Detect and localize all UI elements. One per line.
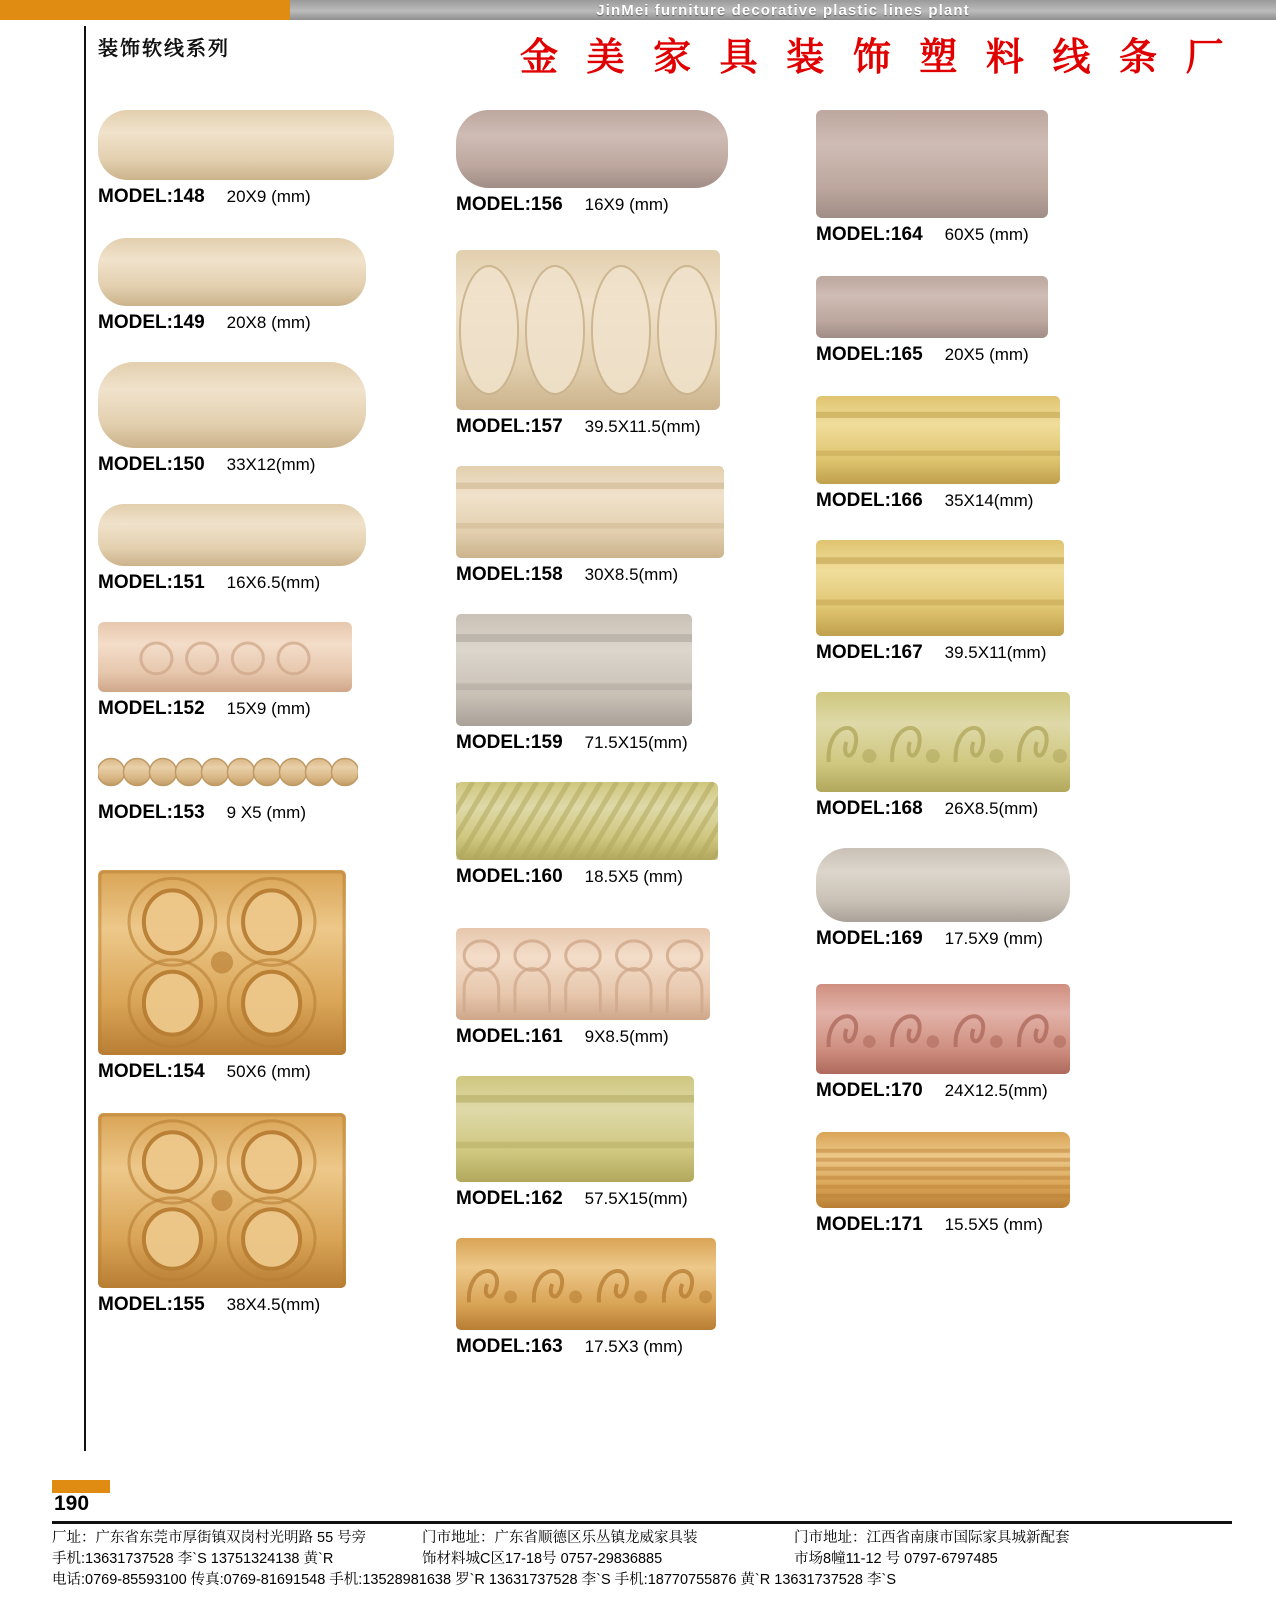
product-photo: [98, 110, 428, 180]
product-item: [98, 1113, 428, 1316]
product-caption: [456, 194, 786, 216]
left-vertical-rule: [84, 26, 86, 1451]
product-size-label: 71.5X15(mm): [584, 733, 688, 752]
product-caption: [456, 866, 786, 888]
product-size-label: 35X14(mm): [944, 491, 1034, 510]
product-caption: [98, 454, 428, 476]
product-caption: [816, 928, 1146, 950]
product-size-label: 16X6.5(mm): [226, 573, 321, 592]
product-item: [456, 110, 786, 216]
chinese-company-title: 金 美 家 具 装 饰 塑 料 线 条 厂: [520, 37, 1233, 79]
product-caption: [816, 1214, 1146, 1236]
product-photo: [456, 928, 786, 1020]
product-item: [816, 396, 1146, 512]
footer-contact-block: [52, 1528, 1252, 1591]
product-model-label: MODEL:161: [456, 1026, 563, 1047]
product-caption: [816, 490, 1146, 512]
footer-mobile-3: 市场8幢11-12 号 0797-6797485: [794, 1551, 998, 1568]
product-size-label: 17.5X3 (mm): [584, 1337, 683, 1356]
product-item: [816, 1132, 1146, 1236]
product-photo: [816, 1132, 1146, 1208]
product-size-label: 39.5X11.5(mm): [584, 417, 701, 436]
product-photo: [98, 238, 428, 306]
product-item: [456, 250, 786, 438]
product-model-label: MODEL:156: [456, 194, 563, 215]
product-item: [456, 782, 786, 888]
product-size-label: 30X8.5(mm): [584, 565, 679, 584]
product-model-label: MODEL:155: [98, 1294, 205, 1315]
product-size-label: 20X9 (mm): [226, 187, 311, 206]
product-photo: [98, 870, 428, 1055]
product-caption: [98, 698, 428, 720]
product-item: [456, 1076, 786, 1210]
product-item: [816, 692, 1146, 820]
product-caption: [98, 312, 428, 334]
banner-accent-block: [0, 0, 290, 20]
product-item: [98, 238, 428, 334]
product-caption: [98, 802, 428, 824]
product-model-label: MODEL:150: [98, 454, 205, 475]
product-size-label: 15X9 (mm): [226, 699, 311, 718]
product-photo: [816, 540, 1146, 636]
product-photo: [456, 466, 786, 558]
product-photo: [816, 848, 1146, 922]
product-model-label: MODEL:148: [98, 186, 205, 207]
product-size-label: 57.5X15(mm): [584, 1189, 688, 1208]
product-size-label: 20X5 (mm): [944, 345, 1029, 364]
product-photo: [816, 110, 1146, 218]
product-photo: [816, 984, 1146, 1074]
product-model-label: MODEL:168: [816, 798, 923, 819]
product-model-label: MODEL:164: [816, 224, 923, 245]
product-size-label: 16X9 (mm): [584, 195, 669, 214]
footer-phone-fax: 电话:0769-85593100 传真:0769-81691548 手机:13528981638 罗`R 13631737528 李`S 手机:18770755876 黄`R 13631737528 李`S: [52, 1572, 896, 1589]
product-model-label: MODEL:153: [98, 802, 205, 823]
product-size-label: 20X8 (mm): [226, 313, 311, 332]
product-model-label: MODEL:167: [816, 642, 923, 663]
product-caption: [816, 642, 1146, 664]
product-model-label: MODEL:171: [816, 1214, 923, 1235]
product-caption: [98, 186, 428, 208]
product-item: [816, 276, 1146, 366]
product-photo: [98, 748, 428, 796]
product-model-label: MODEL:149: [98, 312, 205, 333]
product-model-label: MODEL:162: [456, 1188, 563, 1209]
product-caption: [456, 1188, 786, 1210]
footer-address-2: 门市地址：广东省顺德区乐丛镇龙威家具装: [422, 1530, 698, 1546]
product-photo: [456, 1076, 786, 1182]
product-item: [98, 110, 428, 208]
product-item: [98, 870, 428, 1083]
footer-address-3: 门市地址：江西省南康市国际家具城新配套: [794, 1530, 1070, 1546]
product-caption: [98, 572, 428, 594]
product-model-label: MODEL:157: [456, 416, 563, 437]
product-size-label: 26X8.5(mm): [944, 799, 1039, 818]
product-item: [816, 110, 1146, 246]
product-item: [816, 848, 1146, 950]
product-item: [98, 362, 428, 476]
series-label: 装饰软线系列: [98, 38, 230, 60]
product-item: [98, 622, 428, 720]
product-photo: [816, 692, 1146, 792]
product-photo: [456, 1238, 786, 1330]
product-photo: [456, 110, 786, 188]
product-size-label: 9X8.5(mm): [584, 1027, 669, 1046]
product-item: [456, 466, 786, 586]
product-caption: [816, 224, 1146, 246]
product-caption: [98, 1061, 428, 1083]
product-model-label: MODEL:163: [456, 1336, 563, 1357]
product-model-label: MODEL:166: [816, 490, 923, 511]
product-caption: [456, 564, 786, 586]
product-caption: [816, 344, 1146, 366]
product-photo: [456, 782, 786, 860]
product-caption: [456, 1026, 786, 1048]
footer-mobile-1: 手机:13631737528 李`S 13751324138 黄`R: [52, 1551, 334, 1568]
product-caption: [456, 1336, 786, 1358]
product-model-label: MODEL:158: [456, 564, 563, 585]
product-photo: [816, 276, 1146, 338]
product-caption: [456, 416, 786, 438]
product-photo: [456, 250, 786, 410]
product-photo: [98, 362, 428, 448]
product-photo: [98, 622, 428, 692]
product-caption: [456, 732, 786, 754]
product-item: [456, 614, 786, 754]
product-photo: [98, 504, 428, 566]
product-size-label: 60X5 (mm): [944, 225, 1029, 244]
product-model-label: MODEL:159: [456, 732, 563, 753]
product-item: [456, 1238, 786, 1358]
product-item: [98, 748, 428, 824]
footer-mobile-2: 饰材料城C区17-18号 0757-29836885: [422, 1551, 663, 1568]
product-model-label: MODEL:152: [98, 698, 205, 719]
product-size-label: 15.5X5 (mm): [944, 1215, 1043, 1234]
product-caption: [98, 1294, 428, 1316]
product-size-label: 24X12.5(mm): [944, 1081, 1048, 1100]
english-company-title: JinMei furniture decorative plastic lines plant: [596, 1, 970, 19]
product-size-label: 38X4.5(mm): [226, 1295, 321, 1314]
product-caption: [816, 798, 1146, 820]
product-model-label: MODEL:160: [456, 866, 563, 887]
product-size-label: 9 X5 (mm): [226, 803, 306, 822]
page-number: 190: [54, 1492, 90, 1515]
product-model-label: MODEL:169: [816, 928, 923, 949]
product-model-label: MODEL:151: [98, 572, 205, 593]
product-photo: [98, 1113, 428, 1288]
product-column-1: [98, 110, 428, 1334]
footer-divider: [52, 1521, 1232, 1524]
product-photo: [816, 396, 1146, 484]
product-item: [456, 928, 786, 1048]
product-size-label: 50X6 (mm): [226, 1062, 311, 1081]
footer-address-1: 厂址：广东省东莞市厚街镇双岗村光明路 55 号旁: [52, 1530, 367, 1546]
product-item: [816, 984, 1146, 1102]
product-model-label: MODEL:154: [98, 1061, 205, 1082]
product-item: [816, 540, 1146, 664]
product-photo: [456, 614, 786, 726]
product-item: [98, 504, 428, 594]
product-model-label: MODEL:165: [816, 344, 923, 365]
product-column-3: [816, 110, 1146, 1262]
top-banner: [0, 0, 1276, 20]
product-size-label: 18.5X5 (mm): [584, 867, 683, 886]
product-column-2: [456, 110, 786, 1380]
product-caption: [816, 1080, 1146, 1102]
product-model-label: MODEL:170: [816, 1080, 923, 1101]
product-size-label: 17.5X9 (mm): [944, 929, 1043, 948]
product-size-label: 39.5X11(mm): [944, 643, 1047, 662]
product-size-label: 33X12(mm): [226, 455, 316, 474]
